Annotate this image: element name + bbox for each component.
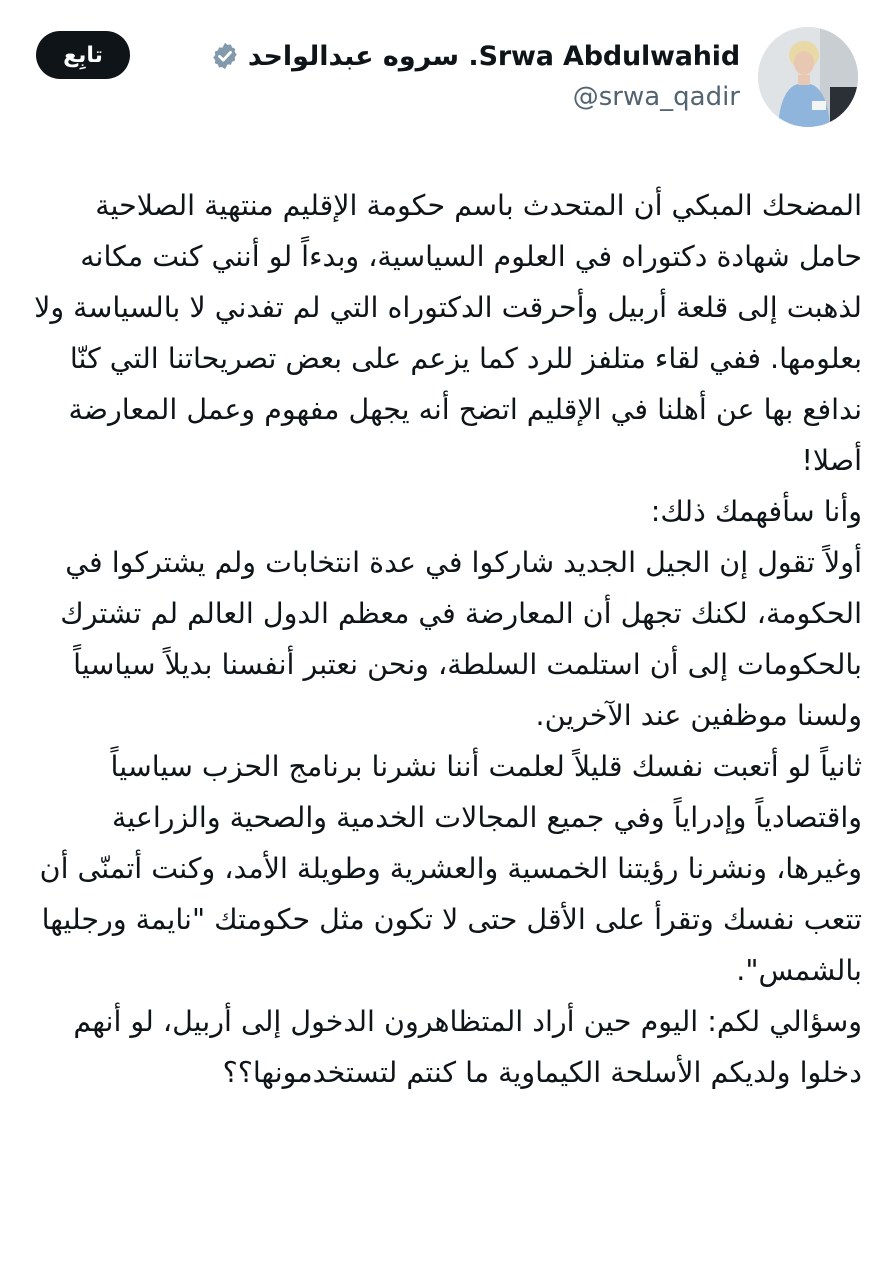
verified-badge-icon bbox=[210, 41, 240, 71]
tweet-paragraph: ثانياً لو أتعبت نفسك قليلاً لعلمت أننا نشرنا برنامج الحزب سياسياً واقتصادياً وإدراياً وفي جميع المجالات الخدمية والصحية والزراعية وغيرها، ونشرنا رؤيتنا الخمسية والعشرية وطويلة الأمد، وكنت أتمنّى أن تتعب نفسك وتقرأ على الأقل حتى لا تكون مثل حكومتك "نايمة ورجليها بالشمس". bbox=[39, 750, 862, 987]
tweet-header bbox=[0, 0, 878, 140]
author-handle[interactable]: @srwa_qadir bbox=[572, 82, 740, 112]
author-avatar[interactable] bbox=[758, 27, 858, 127]
follow-button[interactable]: تابِع bbox=[36, 31, 130, 79]
tweet-paragraph: وسؤالي لكم: اليوم حين أراد المتظاهرون الدخول إلى أربيل، لو أنهم دخلوا ولديكم الأسلحة الكيماوية ما كنتم لتستخدمونها؟؟ bbox=[73, 1005, 862, 1089]
avatar-photo-icon bbox=[758, 27, 858, 127]
tweet-paragraph: أولاً تقول إن الجيل الجديد شاركوا في عدة انتخابات ولم يشتركوا في الحكومة، لكنك تجهل أن المعارضة في معظم الدول العالم لم تشترك بالحكومات إلى أن استلمت السلطة، ونحن نعتبر أنفسنا بديلاً سياسياً ولسنا موظفين عند الآخرين. bbox=[60, 546, 862, 732]
tweet-text bbox=[28, 180, 862, 1098]
tweet-paragraph: المضحك المبكي أن المتحدث باسم حكومة الإقليم منتهية الصلاحية حامل شهادة دكتوراه في العلوم السياسية، وبدءاً لو أنني كنت مكانه لذهبت إلى قلعة أربيل وأحرقت الدكتوراه التي لم تفدني لا بالسياسة ولا بعلومها. ففي لقاء متلفز للرد كما يزعم على بعض تصريحاتنا التي كنّا ندافع بها عن أهلنا في الإقليم اتضح أنه يجهل مفهوم وعمل المعارضة أصلا! bbox=[34, 189, 862, 477]
author-name-row[interactable] bbox=[210, 36, 740, 76]
tweet-paragraph: وأنا سأفهمك ذلك: bbox=[650, 495, 862, 528]
author-display-name[interactable]: سروه عبدالواحد .Srwa Abdulwahid bbox=[247, 40, 740, 72]
